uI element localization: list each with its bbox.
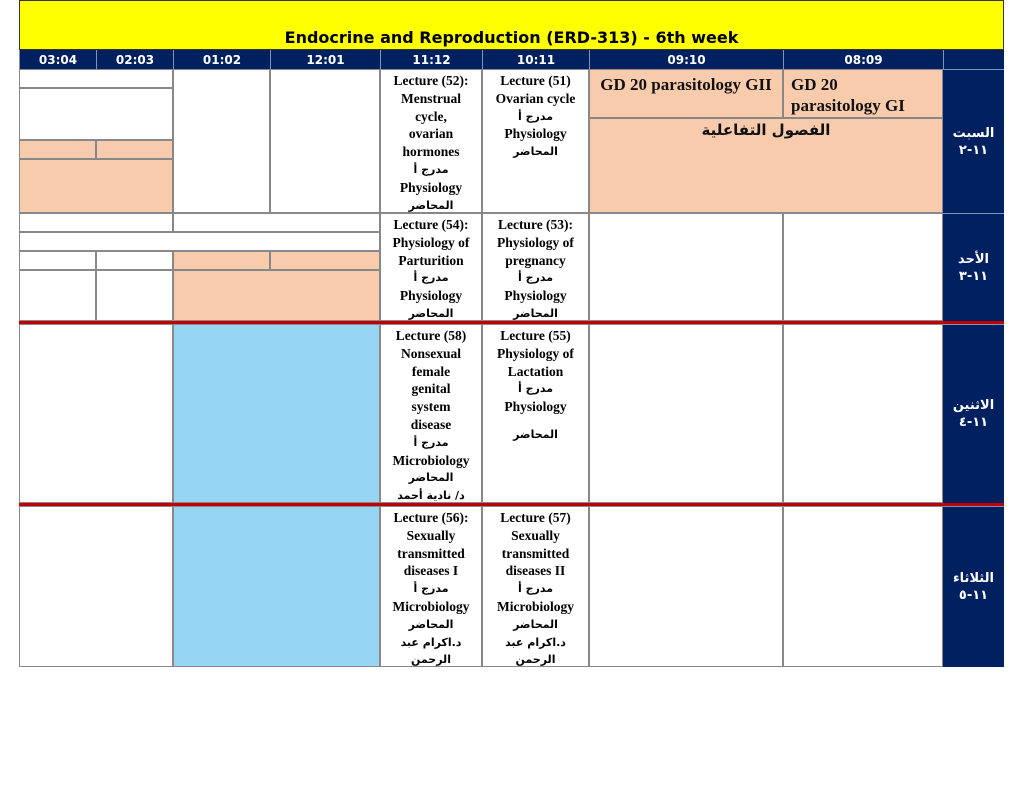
time-header-1201: 12:01 bbox=[270, 50, 380, 69]
sun-cell-empty bbox=[19, 251, 96, 270]
lecture-topic: diseases II bbox=[505, 563, 566, 579]
sat-cell-0102 bbox=[173, 69, 270, 213]
lecturer-label: المحاضر bbox=[513, 427, 558, 441]
lecture-number: Lecture (54): bbox=[393, 217, 469, 232]
sun-cell-peach bbox=[173, 251, 270, 270]
sat-cell-empty bbox=[19, 69, 173, 88]
lecture-topic: ovarian bbox=[408, 126, 454, 142]
lecturer-label: المحاضر bbox=[513, 145, 558, 159]
schedule-title: Endocrine and Reproduction (ERD-313) - 6th week bbox=[19, 0, 1004, 50]
time-header-1112: 11:12 bbox=[380, 50, 482, 69]
lecture-topic: Physiology of bbox=[392, 234, 470, 250]
day-name: الثلاثاء bbox=[953, 571, 994, 586]
tue-cell-blue bbox=[173, 506, 380, 667]
lecture-topic: Sexually bbox=[511, 527, 560, 543]
lecture-hall: مدرج أ bbox=[517, 582, 554, 596]
time-header-0910: 09:10 bbox=[589, 50, 783, 69]
gd-label: GD 20 bbox=[791, 75, 838, 94]
lecture-topic: Menstrual bbox=[401, 90, 461, 106]
lecture-number: Lecture (55) bbox=[500, 328, 571, 343]
day-tuesday bbox=[943, 506, 1004, 667]
sun-cell-peach bbox=[270, 251, 380, 270]
sun-lecture-53 bbox=[482, 213, 589, 321]
lecture-topic: cycle, bbox=[415, 108, 447, 124]
lecture-topic: system bbox=[411, 399, 451, 415]
time-header-0203: 02:03 bbox=[96, 50, 173, 69]
lecture-topic: Lactation bbox=[507, 363, 564, 379]
sat-lecture-52 bbox=[380, 69, 482, 213]
lecturer-label: المحاضر bbox=[408, 471, 454, 485]
lecture-number: Lecture (53): bbox=[497, 217, 574, 232]
lecturer-label: المحاضر bbox=[513, 306, 558, 320]
sat-cell-peach bbox=[96, 140, 173, 159]
tue-cell-0910 bbox=[589, 506, 783, 667]
mon-cell-0910 bbox=[589, 324, 783, 503]
sun-cell-peach bbox=[173, 270, 380, 321]
lecture-topic: Parturition bbox=[398, 252, 464, 268]
sun-cell-empty bbox=[19, 213, 173, 232]
lecture-hall: مدرج أ bbox=[413, 582, 449, 596]
tue-cell-0809 bbox=[783, 506, 943, 667]
lecturer-label: المحاضر bbox=[408, 198, 454, 212]
lecture-department: Microbiology bbox=[497, 598, 574, 614]
lecturer-label: المحاضر bbox=[408, 306, 454, 320]
tue-lecture-56 bbox=[380, 506, 482, 667]
lecturer-name: الرحمن bbox=[515, 653, 556, 667]
sat-lecture-51 bbox=[482, 69, 589, 213]
lecturer-name: الرحمن bbox=[411, 653, 451, 667]
interactive-classes-label: الفصول التفاعلية bbox=[701, 121, 831, 139]
spacer bbox=[483, 416, 588, 426]
lecture-department: Microbiology bbox=[392, 598, 470, 614]
tue-cell-empty bbox=[19, 506, 173, 667]
time-header-day bbox=[943, 50, 1004, 69]
gd-label: GD 20 parasitology GII bbox=[600, 75, 772, 94]
sat-interactive-classes bbox=[589, 118, 943, 213]
day-date: ١١-٤ bbox=[958, 415, 989, 430]
day-date: ١١-٥ bbox=[958, 588, 989, 603]
lecture-number: Lecture (57) bbox=[500, 510, 571, 525]
tue-lecture-57 bbox=[482, 506, 589, 667]
lecture-topic: diseases I bbox=[403, 563, 459, 579]
lecture-department: Physiology bbox=[504, 126, 567, 142]
lecture-number: Lecture (58) bbox=[395, 328, 467, 343]
gd-label: parasitology GI bbox=[791, 96, 905, 115]
sat-gd-parasitology-gi bbox=[783, 69, 943, 118]
lecturer-name: د/ نادية أحمد bbox=[397, 489, 465, 503]
lecture-topic: hormones bbox=[402, 144, 460, 160]
sat-cell-1201 bbox=[270, 69, 380, 213]
sun-cell-empty bbox=[96, 251, 173, 270]
day-saturday bbox=[943, 69, 1004, 213]
sun-cell-empty bbox=[173, 213, 380, 232]
day-monday bbox=[943, 324, 1004, 503]
day-name: السبت bbox=[952, 125, 995, 141]
lecture-hall: مدرج أ bbox=[413, 435, 449, 449]
sat-gd-parasitology-gii bbox=[589, 69, 783, 118]
lecturer-name: د.اكرام عبد bbox=[505, 635, 566, 649]
lecture-topic: transmitted bbox=[397, 545, 465, 561]
day-sunday bbox=[943, 213, 1004, 321]
lecture-hall: مدرج أ bbox=[517, 382, 554, 396]
lecture-hall: مدرج أ bbox=[517, 271, 554, 285]
lecture-department: Microbiology bbox=[392, 452, 470, 468]
day-date: ١١-٣ bbox=[958, 268, 989, 284]
lecture-hall: مدرج أ bbox=[413, 162, 449, 176]
lecture-topic: transmitted bbox=[501, 545, 570, 561]
lecture-number: Lecture (52): bbox=[393, 73, 469, 88]
time-header-0102: 01:02 bbox=[173, 50, 270, 69]
mon-cell-blue bbox=[173, 324, 380, 503]
lecture-topic: disease bbox=[410, 416, 452, 432]
lecture-hall: مدرج أ bbox=[517, 109, 554, 123]
sun-cell-empty bbox=[96, 270, 173, 321]
lecture-topic: genital bbox=[411, 381, 451, 397]
lecture-department: Physiology bbox=[504, 399, 567, 415]
time-header-0304: 03:04 bbox=[19, 50, 96, 69]
lecture-hall: مدرج أ bbox=[413, 271, 449, 285]
lecture-topic: pregnancy bbox=[505, 252, 566, 268]
sun-cell-empty bbox=[19, 270, 96, 321]
sat-cell-peach bbox=[19, 159, 173, 213]
sun-cell-empty bbox=[19, 232, 380, 251]
lecturer-label: المحاضر bbox=[513, 617, 558, 631]
lecture-topic: Nonsexual bbox=[400, 345, 461, 361]
lecture-number: Lecture (56): bbox=[393, 510, 469, 525]
lecture-topic: female bbox=[411, 363, 451, 379]
time-header-0809: 08:09 bbox=[783, 50, 943, 69]
lecturer-name: د.اكرام عبد bbox=[400, 635, 462, 649]
lecture-topic: Ovarian cycle bbox=[495, 90, 576, 106]
sun-cell-0910 bbox=[589, 213, 783, 321]
mon-cell-empty bbox=[19, 324, 173, 503]
lecturer-label: المحاضر bbox=[408, 617, 454, 631]
day-date: ١١-٢ bbox=[958, 142, 989, 158]
day-name: الاثنين bbox=[952, 398, 995, 413]
sun-lecture-54 bbox=[380, 213, 482, 321]
lecture-topic: Physiology of bbox=[497, 234, 574, 250]
sat-cell-empty bbox=[19, 88, 173, 140]
day-name: الأحد bbox=[957, 251, 989, 267]
lecture-department: Physiology bbox=[504, 288, 567, 304]
sat-cell-peach bbox=[19, 140, 96, 159]
mon-lecture-58 bbox=[380, 324, 482, 503]
lecture-topic: Sexually bbox=[406, 527, 456, 543]
lecture-department: Physiology bbox=[399, 179, 463, 195]
mon-cell-0809 bbox=[783, 324, 943, 503]
lecture-topic: Physiology of bbox=[497, 345, 574, 361]
time-header-1011: 10:11 bbox=[482, 50, 589, 69]
mon-lecture-55 bbox=[482, 324, 589, 503]
sun-cell-0809 bbox=[783, 213, 943, 321]
lecture-department: Physiology bbox=[399, 288, 463, 304]
lecture-number: Lecture (51) bbox=[500, 73, 571, 88]
